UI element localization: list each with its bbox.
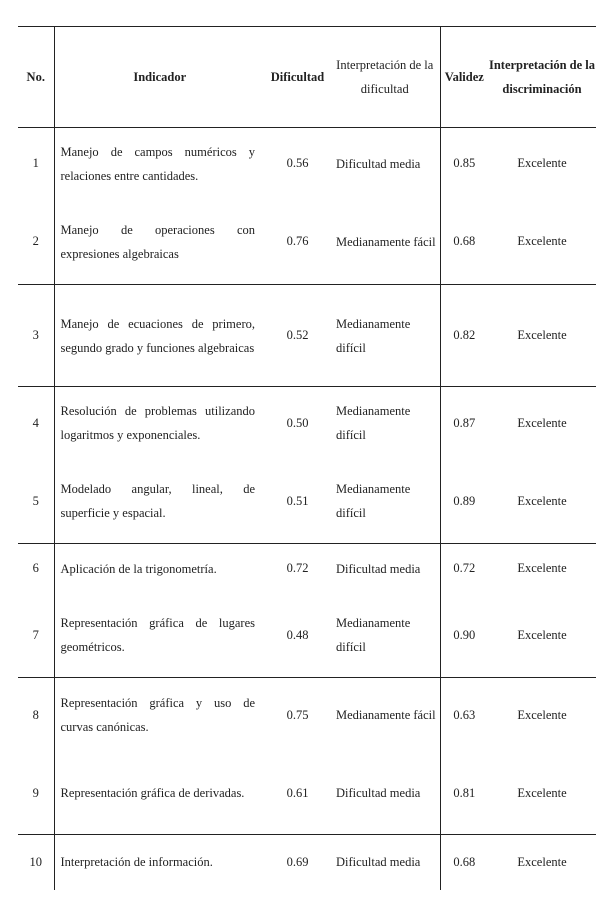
indicador-cell: Representación gráfica y uso de curvas canónicas. bbox=[60, 696, 255, 735]
indicador-cell: Modelado angular, lineal, de superficie y espacial. bbox=[60, 482, 255, 521]
indicador-cell: Resolución de problemas utilizando logaritmos y exponenciales. bbox=[60, 404, 255, 443]
dificultad-cell: 0.56 bbox=[286, 156, 309, 171]
interpretacion-dificultad-cell: Medianamente fácil bbox=[330, 678, 440, 753]
row-number: 5 bbox=[18, 460, 54, 544]
indicador-cell: Representación gráfica de derivadas. bbox=[60, 786, 245, 801]
validez-cell: 0.89 bbox=[453, 493, 476, 508]
row-number: 8 bbox=[18, 678, 54, 753]
interpretacion-dificultad-cell: Dificultad media bbox=[330, 128, 440, 200]
validez-cell: 0.90 bbox=[453, 627, 476, 642]
validez-cell: 0.72 bbox=[453, 561, 476, 576]
interpretacion-discriminacion-cell: Excelente bbox=[517, 627, 567, 642]
interpretacion-discriminacion-cell: Excelente bbox=[517, 156, 567, 171]
validez-cell: 0.85 bbox=[453, 156, 476, 171]
row-number: 2 bbox=[18, 200, 54, 285]
validez-cell: 0.87 bbox=[453, 415, 476, 430]
interpretacion-dificultad-cell: Dificultad media bbox=[330, 753, 440, 835]
row-number: 4 bbox=[18, 387, 54, 460]
indicador-cell: Representación gráfica de lugares geométricos. bbox=[60, 616, 255, 655]
dificultad-cell: 0.48 bbox=[286, 627, 309, 642]
dificultad-cell: 0.75 bbox=[286, 707, 309, 722]
dificultad-cell: 0.76 bbox=[286, 234, 309, 249]
row-number: 1 bbox=[18, 128, 54, 200]
validez-cell: 0.68 bbox=[453, 234, 476, 249]
table-row bbox=[18, 678, 596, 753]
header-dificultad: Dificultad bbox=[270, 70, 325, 84]
row-number: 10 bbox=[18, 835, 54, 890]
interpretacion-dificultad-cell: Medianamente difícil bbox=[330, 460, 440, 544]
table-row bbox=[18, 835, 596, 890]
interpretacion-discriminacion-cell: Excelente bbox=[517, 561, 567, 576]
row-number: 7 bbox=[18, 594, 54, 678]
interpretacion-dificultad-cell: Medianamente difícil bbox=[330, 594, 440, 678]
indicador-cell: Manejo de operaciones con expresiones algebraicas bbox=[60, 222, 255, 261]
header-no: No. bbox=[18, 27, 54, 128]
validez-cell: 0.82 bbox=[453, 328, 476, 342]
header-row bbox=[18, 27, 596, 128]
table-row bbox=[18, 594, 596, 678]
table-row bbox=[18, 544, 596, 594]
table-row bbox=[18, 753, 596, 835]
interpretacion-discriminacion-cell: Excelente bbox=[517, 328, 567, 342]
validez-cell: 0.81 bbox=[453, 785, 476, 800]
indicators-table bbox=[18, 26, 596, 890]
table-row bbox=[18, 285, 596, 387]
row-number: 6 bbox=[18, 544, 54, 594]
indicador-cell: Manejo de ecuaciones de primero, segundo grado y funciones algebraicas bbox=[60, 316, 255, 355]
table-row bbox=[18, 200, 596, 285]
dificultad-cell: 0.69 bbox=[286, 854, 309, 869]
interpretacion-discriminacion-cell: Excelente bbox=[517, 493, 567, 508]
interpretacion-dificultad-cell: Medianamente difícil bbox=[330, 387, 440, 460]
header-validez: Validez bbox=[444, 70, 484, 84]
indicador-cell: Interpretación de información. bbox=[60, 855, 213, 870]
header-interpretacion-discriminacion: Interpretación de la discriminación bbox=[488, 58, 595, 96]
interpretacion-discriminacion-cell: Excelente bbox=[517, 415, 567, 430]
header-interpretacion-dificultad: Interpretación de la dificultad bbox=[330, 27, 440, 128]
row-number: 9 bbox=[18, 753, 54, 835]
interpretacion-discriminacion-cell: Excelente bbox=[517, 707, 567, 722]
dificultad-cell: 0.51 bbox=[286, 493, 309, 508]
dificultad-cell: 0.50 bbox=[286, 415, 309, 430]
interpretacion-discriminacion-cell: Excelente bbox=[517, 854, 567, 869]
dificultad-cell: 0.72 bbox=[286, 561, 309, 576]
indicador-cell: Manejo de campos numéricos y relaciones entre cantidades. bbox=[60, 144, 255, 183]
dificultad-cell: 0.52 bbox=[286, 328, 309, 342]
interpretacion-discriminacion-cell: Excelente bbox=[517, 785, 567, 800]
interpretacion-discriminacion-cell: Excelente bbox=[517, 234, 567, 249]
header-indicador: Indicador bbox=[133, 70, 187, 84]
table-row bbox=[18, 460, 596, 544]
dificultad-cell: 0.61 bbox=[286, 785, 309, 800]
interpretacion-dificultad-cell: Medianamente fácil bbox=[330, 200, 440, 285]
indicador-cell: Aplicación de la trigonometría. bbox=[60, 561, 217, 576]
interpretacion-dificultad-cell: Dificultad media bbox=[330, 544, 440, 594]
interpretacion-dificultad-cell: Dificultad media bbox=[330, 835, 440, 890]
interpretacion-dificultad-cell: Medianamente difícil bbox=[330, 285, 440, 387]
row-number: 3 bbox=[18, 285, 54, 387]
validez-cell: 0.68 bbox=[453, 854, 476, 869]
table-row bbox=[18, 128, 596, 200]
validez-cell: 0.63 bbox=[453, 707, 476, 722]
table-row bbox=[18, 387, 596, 460]
